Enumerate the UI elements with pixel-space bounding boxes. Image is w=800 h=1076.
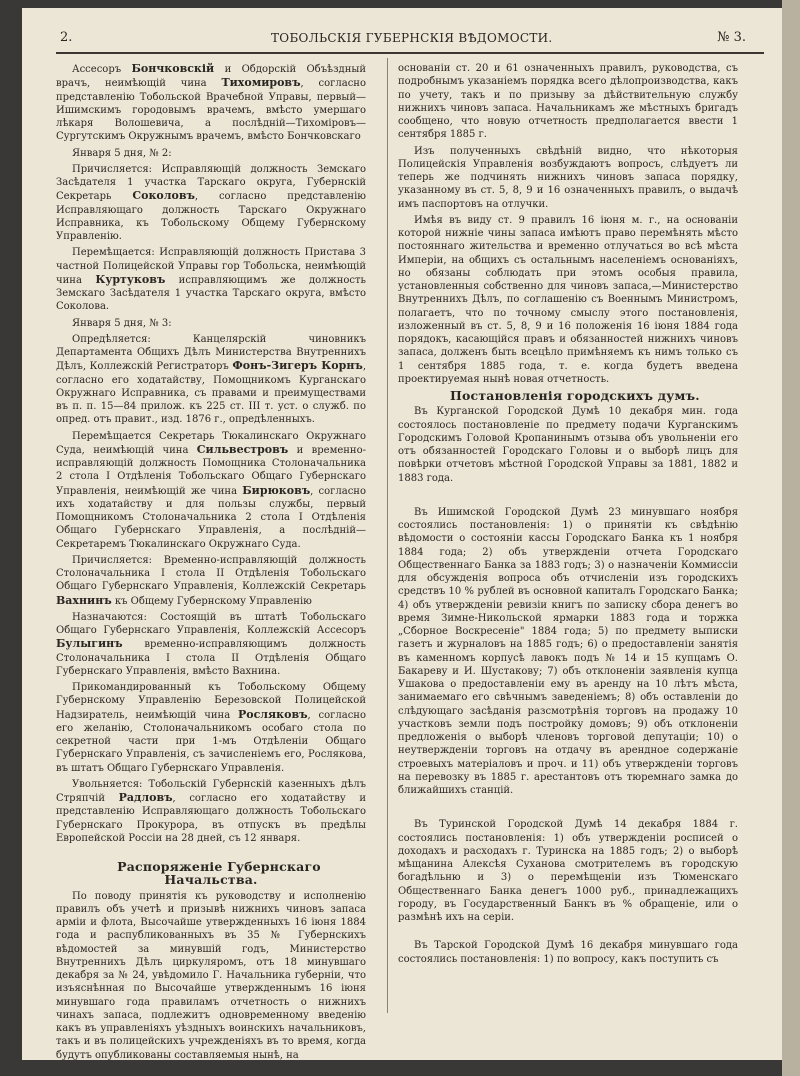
order-date: Января 5 дня, № 3: (72, 317, 172, 329)
running-header (56, 30, 762, 50)
paragraph: Назначаются: Состоящій въ штатѣ Тобольскаго Общаго Губернскаго Управленія, Коллежскій Ассесоръ Булыгинъ временно-исправляющимъ должность Столоначальника I стола II Отдѣленія Общаго Губернскаго Управленія, вмѣсто Вахнина. (56, 611, 366, 677)
paragraph: Въ Курганской Городской Думѣ 10 декабря мин. года состоялось постановленіе по предмету подачи Курганскимъ Городскимъ Головой Кропанинымъ отзыва объ увольненіи его отъ обязанностей Городскаго Головы и о выборѣ лицъ для повѣрки отчетовъ мѣстной Городской Управы за 1881, 1882 и 1883 года. (398, 406, 738, 484)
paragraph: основаніи ст. 20 и 61 означенныхъ правилъ, руководства, съ подробнымъ указаніемъ порядка всего дѣлопроизводства, какъ по учету, такъ и по призыву за дѣйствительную службу нижнихъ чиновъ запаса. Начальникамъ же мѣстныхъ бригадъ сообщено, что новую отчетность предполагается ввести 1 сентября 1885 г. (398, 63, 738, 141)
adjacent-page-edge (782, 0, 800, 1076)
paragraph: Прикомандированный къ Тобольскому Общему Губернскому Управленію Березовской Полицейской Надзиратель, неимѣющій чина Росляковъ, согласно его желанію, Столоначальникомъ особаго стола по секретной части при 1-мъ Отдѣленіи Общаго Губернскаго Управленія, съ зачисленіемъ его, Рослякова, въ штатъ Общаго Губернскаго Управленія. (56, 682, 366, 774)
paragraph: Въ Ишимской Городской Думѣ 23 минувшаго ноября состоялись постановленія: 1) о принятіи къ свѣдѣнію вѣдомости о состояніи кассы Городскаго Банка къ 1 ноября 1884 года; 2) объ утвержденіи отчета Городскаго Общественнаго Банка за 1883 годъ; 3) о назначеніи Коммиссіи для обсужденія вопроса объ отчисленіи изъ городскихъ средствъ 10 % рублей въ основной капиталъ Городскаго Банка; 4) объ утвержденіи ревизіи книгъ по записку сбора денегъ во время Зимне-Никольской ярмарки 1883 года и торжка „Сборное Воскресеніе" 1884 года; 5) по предмету выписки газетъ и журналовъ на 1885 годъ; 6) о предоставленіи занятія въ каменномъ корпусѣ лавокъ подъ № 14 и 15 купцамъ О. Бакареву и И. Шустакову; 7) объ отклоненіи заявленія купца Ушакова о предоставленіи ему въ аренду на 10 лѣтъ мѣста, занимаемаго его свѣчнымъ заведеніемъ; 8) объ оставленіи до слѣдующаго засѣданія разсмотрѣнія торговъ на продажу 10 участковъ земли подъ постройку домовъ; 9) объ отклоненіи предложенія о выборѣ членовъ торговой депутаціи; 10) о неутвержденіи торговъ на отдачу въ арендное содержаніе строевыхъ матеріаловъ и проч. и 11) объ утвержденіи торговъ на перевозку въ 1885 г. арестантовъ отъ тюремнаго замка до ближайшихъ станцій. (398, 506, 738, 796)
order-date: Января 5 дня, № 2: (72, 147, 172, 159)
page-number: 2. (60, 30, 73, 45)
paragraph: Причисляется: Исправляющій должность Земскаго Засѣдателя 1 участка Тарскаго округа, Губернскій Секретарь Соколовъ, согласно представленію Исправляющаго должность Тарскаго Окружнаго Исправника, къ Тобольскому Общему Губернскому Управленію. (56, 163, 366, 242)
newspaper-title: ТОБОЛЬСКІЯ ГУБЕРНСКІЯ ВѢДОМОСТИ. (271, 31, 553, 45)
paragraph: Перемѣщается Секретарь Тюкалинскаго Окружнаго Суда, неимѣющій чина Сильвестровъ и временно-исправляющій должность Помощника Столоначальника 2 стола I Отдѣленія Тобольскаго Общаго Губернскаго Управленія, неимѣющій же чина Бирюковъ, согласно ихъ ходатайству и для пользы службы, первый Помощникомъ Столоначальника 2 стола I Отдѣленія Общаго Губернскаго Управленія, а послѣдній—Секретаремъ Тюкалинскаго Окружнаго Суда. (56, 430, 366, 550)
newspaper-page (22, 8, 782, 1060)
paragraph: Причисляется: Временно-исправляющій должность Столоначальника I стола II Отдѣленія Тобольскаго Общаго Губернскаго Управленія, Коллежскій Секретарь Вахнинъ къ Общему Губернскому Управленію (56, 554, 366, 607)
column-divider (387, 58, 388, 1013)
paragraph: Увольняется: Тобольскій Губернскій казенныхъ дѣлъ Стряпчій Радловъ, согласно его ходатайству и представленію Исправляющаго должность Тобольскаго Губернскаго Прокурора, въ отпускъ въ предѣлы Европейской Россіи на 28 дней, съ 12 января. (56, 778, 366, 844)
paragraph: Въ Туринской Городской Думѣ 14 декабря 1884 г. состоялись постановленія: 1) объ утвержденіи росписей о доходахъ и расходахъ г. Туринска на 1885 годъ; 2) о выборѣ мѣщанина Алексѣя Суханова смотрителемъ въ городскую богадѣльню и 3) о перемѣщеніи изъ Тюменскаго Общественнаго Банка денегъ 1000 руб., принадлежащихъ городу, въ Государственный Банкъ въ % обращеніе, или о размѣнѣ ихъ на серіи. (398, 819, 738, 923)
paragraph: Въ Тарской Городской Думѣ 16 декабря минувшаго года состоялись постановленія: 1) по вопросу, какъ поступить съ (398, 940, 738, 965)
paragraph: По поводу принятія къ руководству и исполненію правилъ объ учетѣ и призывѣ нижнихъ чиновъ запаса арміи и флота, Высочайше утвержденныхъ 16 іюня 1884 года и распубликованныхъ въ 35 № Губернскихъ вѣдомостей за минувшій годъ, Министерство Внутреннихъ Дѣлъ циркуляромъ, отъ 18 минувшаго декабря за № 24, увѣдомило Г. Начальника губерніи, что изъяснѣнная по Высочайше утвержденнымъ 16 іюня минувшаго года правиламъ отчетность о нижнихъ чинахъ запаса, подлежитъ одновременному введенію какъ въ управленіяхъ уѣздныхъ воинскихъ начальниковъ, такъ и въ полицейскихъ учрежденіяхъ въ то время, когда будутъ опубликованы составляемыя нынѣ, на (56, 890, 366, 1060)
right-column (398, 62, 738, 969)
paragraph: Изъ полученныхъ свѣдѣній видно, что нѣкоторыя Полицейскія Управленія возбуждаютъ вопросъ, слѣдуетъ ли теперь же подчинять нижнихъ чиновъ запаса порядку, указанному въ ст. 5, 8, 9 и 16 означенныхъ правилъ, о выдачѣ имъ паспортовъ на отлучки. (398, 145, 738, 210)
issue-number: № 3. (717, 30, 746, 45)
paragraph: Опредѣляется: Канцелярскій чиновникъ Департамента Общихъ Дѣлъ Министерства Внутреннихъ Дѣлъ, Коллежскій Регистраторъ Фонъ-Зигеръ Корнъ, согласно его ходатайству, Помощникомъ Курганскаго Окружнаго Исправника, съ правами и преимуществами въ п. п. 15—84 прилож. къ 225 ст. III т. уст. о служб. по опред. отъ правит., изд. 1876 г., опредѣленныхъ. (56, 333, 366, 426)
paragraph: Перемѣщается: Исправляющій должность Пристава 3 частной Полицейской Управы гор Тобольска, неимѣющій чина Куртуковъ исправляющимъ же должность Земскаго Засѣдателя 1 участка Тарскаго округа, вмѣсто Соколова. (56, 247, 366, 313)
section-heading-city-dumas: Постановленія городскихъ думъ. (450, 388, 700, 403)
paragraph: Имѣя въ виду ст. 9 правилъ 16 іюня м. г., на основаніи которой нижніе чины запаса имѣютъ право перемѣнять мѣсто постояннаго жительства и временно отлучаться во всѣ мѣста Имперіи, на общихъ съ остальнымъ населеніемъ основаніяхъ, но обязаны соблюдать при этомъ особыя правила, установленныя собственно для чиновъ запаса,—Министерство Внутреннихъ Дѣлъ, по соглашенію съ Военнымъ Министромъ, полагаетъ, что по точному смыслу этого постановленія, изложенный въ ст. 5, 8, 9 и 16 положенія 16 іюня 1884 года порядокъ, касающійся правъ и обязанностей нижнихъ чиновъ запаса, долженъ быть всецѣло примѣняемъ къ нимъ только съ 1 сентября 1885 года, т. е. когда будетъ введена проектируемая нынѣ новая отчетность. (398, 214, 738, 385)
left-column (56, 62, 366, 1060)
header-rule (56, 52, 764, 54)
paragraph: Ассесоръ Бончковскій и Обдорскій Объѣздный врачъ, неимѣющій чина Тихомировъ, согласно представленію Тобольской Врачебной Управы, первый—Ишимскимъ городовымъ врачемъ, вмѣсто умершаго лѣкаря Волошевича, а послѣдній—Тихоміровъ—Сургутскимъ Окружнымъ врачемъ, вмѣсто Бончковскаго (56, 62, 366, 143)
section-heading-governor: Распоряженіе Губернскаго Начальства. (117, 859, 321, 888)
